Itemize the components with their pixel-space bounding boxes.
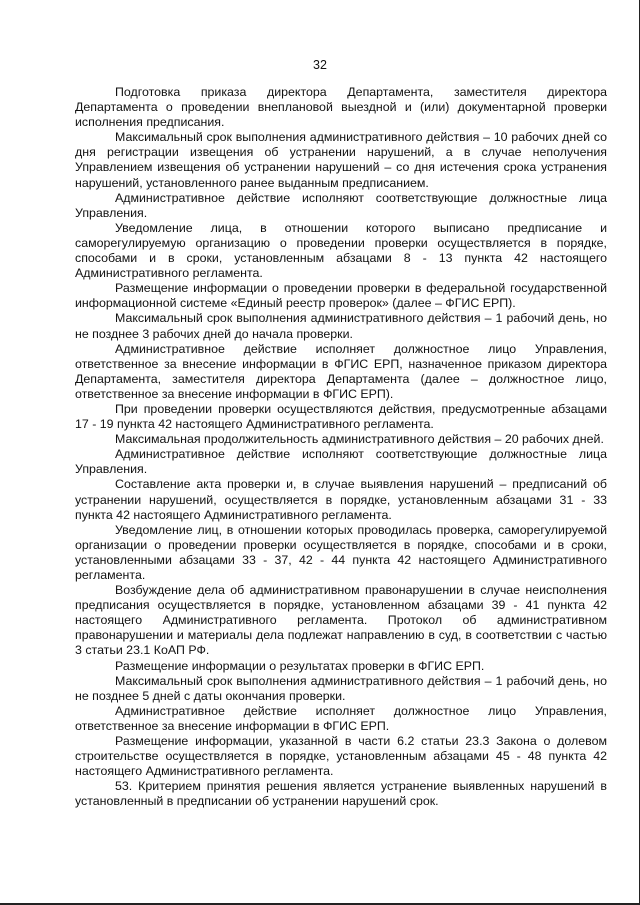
paragraph: Составление акта проверки и, в случае выявления нарушений – предписаний об устранении нарушений, осуществляется в порядке, установленным абзацами 31 - 33 пункта 42 настоящего Административного регламента. bbox=[75, 477, 607, 522]
paragraph: Административное действие исполняют соответствующие должностные лица Управления. bbox=[75, 447, 607, 477]
paragraph: Размещение информации о результатах проверки в ФГИС ЕРП. bbox=[115, 658, 485, 673]
paragraph: Максимальная продолжительность административного действия – 20 рабочих дней. bbox=[115, 432, 604, 447]
page-number: 32 bbox=[313, 58, 327, 72]
paragraph: Размещение информации, указанной в части 6.2 статьи 23.3 Закона о долевом строительстве осуществляется в порядке, установленным абзацами 45 - 48 пункта 42 настоящего Административного регламента. bbox=[75, 734, 607, 779]
paragraph: Подготовка приказа директора Департамента, заместителя директора Департамента о проведении внеплановой выездной и (или) документарной проверки исполнения предписания. bbox=[75, 85, 607, 130]
paragraph: Максимальный срок выполнения административного действия – 1 рабочий день, но не позднее 5 дней с даты окончания проверки. bbox=[75, 673, 607, 703]
paragraph: Административное действие исполняет должностное лицо Управления, ответственное за внесение информации в ФГИС ЕРП. bbox=[75, 703, 607, 733]
paragraph: Максимальный срок выполнения административного действия – 1 рабочий день, но не позднее 3 рабочих дней до начала проверки. bbox=[75, 311, 607, 341]
paragraph: Возбуждение дела об административном правонарушении в случае неисполнения предписания осуществляется в порядке, установленном абзацами 39 - 41 пункта 42 настоящего Административного регламента. Протокол об административном правонарушении и материалы дела подлежат направлению в суд, в соответствии с частью 3 статьи 23.1 КоАП РФ. bbox=[75, 583, 607, 658]
paragraph: Уведомление лиц, в отношении которых проводилась проверка, саморегулируемой организации о проведении проверки осуществляется в порядке, способами и в сроки, установленными абзацами 33 - 37, 42 - 44 пункта 42 настоящего Административного регламента. bbox=[75, 522, 607, 582]
paragraph: При проведении проверки осуществляются действия, предусмотренные абзацами 17 - 19 пункта 42 настоящего Административного регламента. bbox=[75, 401, 607, 432]
paragraph: Административное действие исполняет должностное лицо Управления, ответственное за внесение информации в ФГИС ЕРП, назначенное приказом директора Департамента, заместителя директора Департамента (далее – должностное лицо, ответственное за внесение информации в ФГИС ЕРП). bbox=[75, 341, 607, 401]
paragraph: Размещение информации о проведении проверки в федеральной государственной информационной системе «Единый реестр проверок» (далее – ФГИС ЕРП). bbox=[75, 281, 607, 311]
paragraph: Административное действие исполняют соответствующие должностные лица Управления. bbox=[75, 190, 607, 220]
document-body bbox=[75, 85, 607, 810]
paragraph: 53. Критерием принятия решения является устранение выявленных нарушений в установленный в предписании об устранении нарушений срок. bbox=[75, 779, 607, 809]
paragraph: Максимальный срок выполнения административного действия – 10 рабочих дней со дня регистрации извещения об устранении нарушений, а в случае неполучения Управлением извещения об устранении нарушений – со дня истечения срока устранения нарушений, установленного ранее выданным предписанием. bbox=[75, 130, 607, 190]
paragraph: Уведомление лица, в отношении которого выписано предписание и саморегулируемую организацию о проведении проверки осуществляется в порядке, способами и в сроки, установленным абзацами 8 - 13 пункта 42 настоящего Административного регламента. bbox=[75, 220, 607, 281]
